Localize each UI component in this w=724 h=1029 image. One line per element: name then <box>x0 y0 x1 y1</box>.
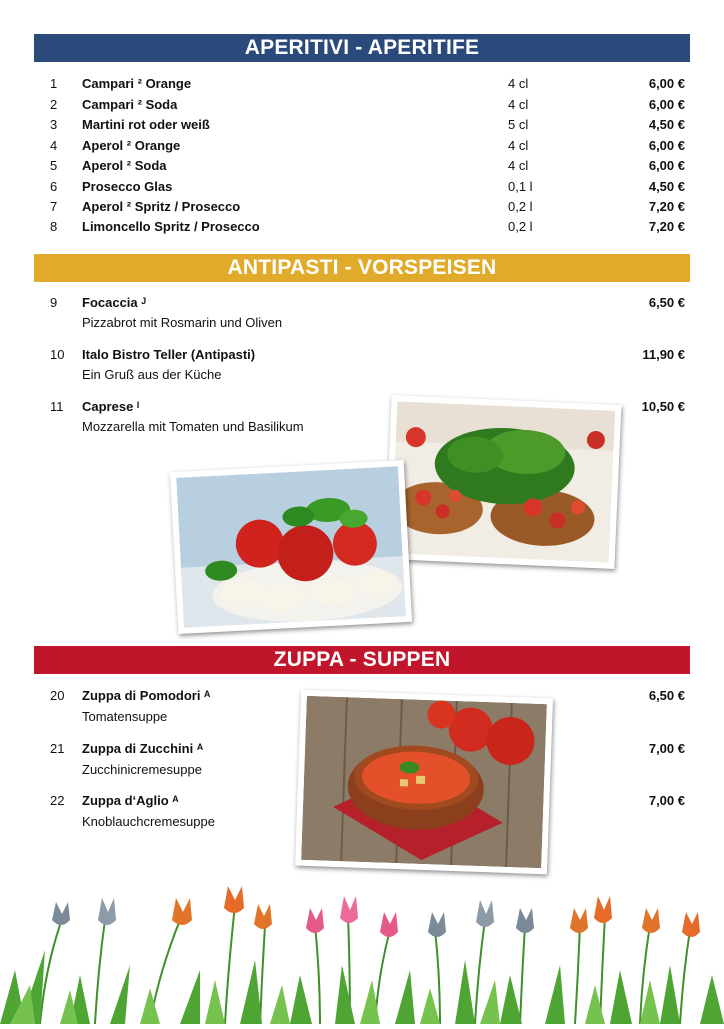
item-price: 7,00 € <box>648 741 685 756</box>
item-description: Tomatensuppe <box>82 709 168 724</box>
item-quantity: 0,2 l <box>508 199 533 214</box>
item-quantity: 0,2 l <box>508 219 533 234</box>
item-price: 4,50 € <box>648 117 685 132</box>
item-quantity: 4 cl <box>508 76 529 91</box>
bruschetta-photo <box>385 395 622 569</box>
item-number: 6 <box>50 179 58 194</box>
item-name: Zuppa di Pomodori ᴬ <box>82 688 211 703</box>
item-price: 6,00 € <box>648 138 685 153</box>
item-description: Knoblauchcremesuppe <box>82 814 215 829</box>
item-description: Zucchinicremesuppe <box>82 762 202 777</box>
item-price: 6,00 € <box>648 97 685 112</box>
item-quantity: 4 cl <box>508 138 529 153</box>
item-number: 21 <box>50 741 65 756</box>
item-number: 3 <box>50 117 58 132</box>
item-name: Focaccia ᴶ <box>82 295 146 310</box>
item-number: 9 <box>50 295 58 310</box>
item-name: Aperol ² Soda <box>82 158 167 173</box>
item-number: 2 <box>50 97 58 112</box>
item-name: Campari ² Orange <box>82 76 192 91</box>
caprese-photo <box>170 460 412 634</box>
item-number: 10 <box>50 347 65 362</box>
item-price: 7,20 € <box>648 219 685 234</box>
item-price: 6,50 € <box>648 688 685 703</box>
item-number: 8 <box>50 219 58 234</box>
item-quantity: 5 cl <box>508 117 529 132</box>
item-name: Aperol ² Orange <box>82 138 181 153</box>
item-name: Italo Bistro Teller (Antipasti) <box>82 347 256 362</box>
item-number: 1 <box>50 76 58 91</box>
item-price: 7,20 € <box>648 199 685 214</box>
item-price: 6,00 € <box>648 158 685 173</box>
item-name: Prosecco Glas <box>82 179 173 194</box>
item-number: 20 <box>50 688 65 703</box>
tomato-soup-photo <box>295 690 553 875</box>
item-quantity: 0,1 l <box>508 179 533 194</box>
item-price: 7,00 € <box>648 793 685 808</box>
item-price: 4,50 € <box>648 179 685 194</box>
item-number: 5 <box>50 158 58 173</box>
item-quantity: 4 cl <box>508 97 529 112</box>
item-quantity: 4 cl <box>508 158 529 173</box>
item-name: Campari ² Soda <box>82 97 178 112</box>
item-number: 11 <box>50 399 64 414</box>
item-number: 22 <box>50 793 65 808</box>
section-banner-antipasti: ANTIPASTI - VORSPEISEN <box>34 254 690 282</box>
item-description: Ein Gruß aus der Küche <box>82 367 222 382</box>
section-banner-zuppa: ZUPPA - SUPPEN <box>34 646 690 674</box>
item-price: 6,50 € <box>648 295 685 310</box>
item-name: Aperol ² Spritz / Prosecco <box>82 199 241 214</box>
item-name: Martini rot oder weiß <box>82 117 210 132</box>
section-banner-aperitivi: APERITIVI - APERITIFE <box>34 34 690 62</box>
item-number: 4 <box>50 138 58 153</box>
item-name: Zuppa d‘Aglio ᴬ <box>82 793 179 808</box>
item-number: 7 <box>50 199 58 214</box>
item-price: 6,00 € <box>648 76 685 91</box>
item-price: 11,90 € <box>642 347 685 362</box>
item-name: Zuppa di Zucchini ᴬ <box>82 741 204 756</box>
tulip-grass-decoration <box>0 880 724 1024</box>
item-description: Pizzabrot mit Rosmarin und Oliven <box>82 315 283 330</box>
item-description: Mozzarella mit Tomaten und Basilikum <box>82 419 304 434</box>
item-price: 10,50 € <box>641 399 685 414</box>
item-name: Limoncello Spritz / Prosecco <box>82 219 260 234</box>
item-name: Caprese ᴵ <box>82 399 140 414</box>
